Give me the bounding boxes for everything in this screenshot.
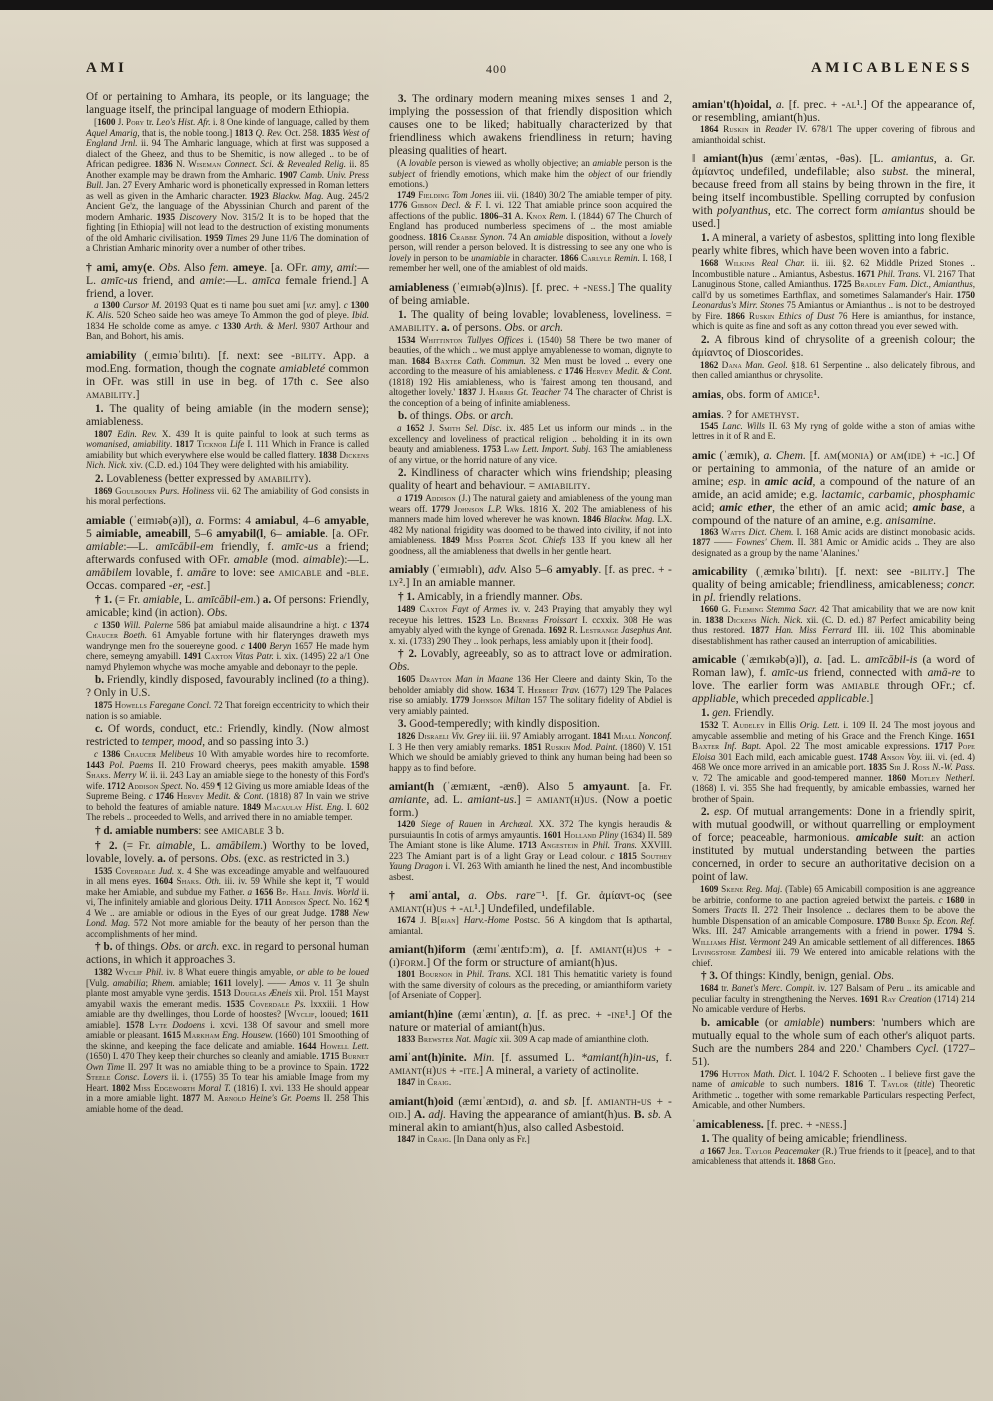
quotation-paragraph: 1864 Ruskin in Reader IV. 678/1 The upper covering of fibrous and amianthoidal schist. [692, 124, 976, 145]
quotation-paragraph: 1609 Skene Reg. Maj. (Table) 65 Amicabill composition is ane aggreance be arbitrie, conforme to ane paction agreied betwixt the parteis. c 1680 in Somers Tracts II. 272 Their Insolence .. declares them to be above the humble Dispensation of an amicable Composure. 1780 Burke Sp. Econ. Ref. Wks. III. 247 Amicable arrangements with a friend in power. 1794 S. Williams Hist. Vermont 249 An amicable settlement of all differences. 1865 Livingstone Zambesi iii. 79 We entered into amicable relations with the chief. [692, 884, 976, 968]
quotation-paragraph: 1875 Howells Faregane Concl. 72 That foreign eccentricity to which their nation is so amiable. [86, 700, 370, 721]
sense-paragraph: 2. Kindliness of character which wins friendship; pleasing quality of heart and behaviour. = amiability. [389, 467, 672, 492]
quotation-paragraph: 1749 Fielding Tom Jones iii. vii. (1840) 30/2 The amiable temper of pity. 1776 Gibbon Decl. & F. I. vi. 122 That amiable prince soon acquired the affections of the public. 1806–31 A. Knox Rem. I. (1844) 67 The Church of England has produced numberless specimens of .. the most amiable goodness. 1816 Crabbe Synon. 74 An amiable disposition, without a lovely person, will render a person beloved. It is distressing to see any one who is lovely in person to be unamiable in character. 1866 Carlyle Remin. I. 168, I remember her well, one of the amiablest of old maids. [389, 189, 673, 273]
quotation-paragraph: c 1350 Will. Palerne 586 þat amiabul maide alisaundrine a hiȝt. c 1374 Chaucer Boeth. 61 Amyable fortune with hir flaterynges draweth mys wandrynge men fro the souereyne good. c 1400 Beryn 1657 He made hym chere, semeyng amyabill. 1491 Caxton Vitas Patr. i. xix. (1495) 22 a/1 One namyd Phylemon whyche was moche amyable and debonayr to the peple. [86, 619, 370, 672]
entry-headword-paragraph: amiant(h)oid (æmɪˈæntɔɪd), a. and sb. [f. amianth-us + -oid.] A. adj. Having the appearance of amiant(h)us. B. sb. A mineral akin to amiant(h)us, also called Asbestoid. [389, 1094, 673, 1134]
entry-headword-paragraph: amias. ? for amethyst. [692, 407, 800, 421]
quotation-paragraph: 1826 Disraeli Viv. Grey iii. iii. 97 Amiably arrogant. 1841 Miall Nonconf. I. 3 He then very amiably remarks. 1851 Ruskin Mod. Paint. (1860) V. 151 Which we should be amiably grieved to think any human being had been so happy as to find before. [389, 731, 673, 773]
note-paragraph: (A lovable person is viewed as wholly objective; an amiable person is the subject of friendly emotions, which make him the object of our friendly emotions.) [389, 158, 673, 189]
entry-headword-paragraph: amiant(h)iform (æmɪˈæntɪfɔːm), a. [f. amiant(h)us + -(i)form.] Of the form or structure of amiant(h)us. [389, 943, 673, 969]
sense-paragraph: 2. Lovableness (better expressed by amability). [95, 472, 312, 485]
entry-headword-paragraph: amicability (ˌæmɪkəˈbɪlɪtɪ). [f. next: see -bility.] The quality of being amicable; friendliness, amicableness; concr. in pl. friendly relations. [692, 565, 975, 604]
entry-headword-paragraph: ‖ amiant(h)us (æmɪˈæntəs, -θəs). [L. amiantus, a. Gr. ἀμίαντος undefiled, undefilable; also subst. the mineral, because freed from all stains by being thrown in the fire, it being itself incombustible. Spelling corrupted by confusion with polyanthus, etc. The correct form amiantus should be used.] [692, 152, 975, 230]
entry-headword-paragraph: amiant(h)ine (æmɪˈæntɪn), a. [f. as prec. + -ine¹.] Of the nature or material of amiant(h)us. [389, 1007, 672, 1034]
quotation-paragraph: 1535 Coverdale Jud. x. 4 She was exceadinge amyable and welfauoured in all mens eyes. 1604 Shaks. Oth. iii. iv. 59 While she kept it, 'T would make her Amiable, and subdue my Father. a 1656 Bp. Hall Invis. World ii. vi, The infinitely amiable and glorious Deity. 1711 Addison Spect. No. 162 ¶ 4 We .. are amiable or odious in the Eyes of our great Judge. 1788 New Lond. Mag. 572 Not more amiable for the beauty of her person than the accomplishments of her mind. [86, 865, 370, 939]
entry-headword-paragraph: † ami, amy(e. Obs. Also fem. ameye. [a. OFr. amy, ami:—L. amīc-us friend, and amie:—L. amīca female friend.] A friend, a lover. [86, 260, 369, 300]
sense-paragraph: † b. of things. Obs. or arch. exc. in regard to personal human actions, in which it approaches 3. [86, 941, 369, 966]
quotation-paragraph: 1801 Bournon in Phil. Trans. XCI. 181 This hematitic variety is found with the same diversity of colours as the preceding, or amianthiform variety [of Arseniate of Copper]. [389, 969, 672, 1000]
quotation-paragraph: 1382 Wyclif Phil. iv. 8 What euere thingis amyable, or able to be loued [Vulg. amabilia; Rhem. amiable; 1611 lovely]. —— Amos v. 11 Ȝe shuln plante most amyable vyne ȝerdis. 1513 Douglas Æneis xii. Prol. 151 Mayst amyabil waxis the emerant medis. 1535 Coverdale Ps. lxxxiii. 1 How amiable are thy dwellinges, thou Lorde of hoostes? [Wyclif, looued; 1611 amiable]. 1578 Lyte Dodoens i. xcvi. 138 Of savour and smell more amiable or pleasant. 1615 Markham Eng. Housew. (1660) 101 Smoothing of the skinne, and keeping the face delicate and amiable. 1644 Howell Lett. (1650) I. 470 They keep their churches so cleanly and amiable. 1715 Burnet Own Time II. 297 It was no amiable thing to be a province to Spain. 1722 Steele Consc. Lovers ii. i. (1755) 35 To tear his amiable Image from my Heart. 1802 Miss Edgeworth Moral T. (1816) I. xvi. 133 He should appear in a more amiable light. 1877 M. Arnold Heine's Gr. Poems II. 258 This amiable home of the dead. [86, 967, 370, 1114]
quotation-paragraph: 1847 in Craig. [397, 1077, 452, 1087]
quotation-paragraph: 1796 Hutton Math. Dict. I. 104/2 F. Schooten .. I believe first gave the name of amicable to such numbers. 1816 T. Taylor (title) Theoretic Arithmetic .. together with some remarkable Particulars respecting Perfect, Amicable, and other Numbers. [692, 1068, 976, 1110]
entry-headword-paragraph: ˈamicableness. [f. prec. + -ness.] [692, 1117, 847, 1131]
quotation-paragraph: 1869 Goulbourn Purs. Holiness vii. 62 The amiability of God consists in his moral perfections. [86, 485, 369, 506]
entry-headword-paragraph: amiant(h (ˈæmɪænt, -ænθ). Also 5 amyaunt. [a. Fr. amiante, ad. L. amiant-us.] = amiant(h)us. (Now a poetic form.) [389, 780, 672, 819]
sense-paragraph: 2. esp. Of mutual arrangements: Done in a friendly spirit, with mutual goodwill, or without quarrelling or employment of force; peaceable, harmonious. amicable suit: an action instituted by mutual understanding between the parties concerned, in order to secure an authoritative decision on a point of law. [692, 806, 975, 883]
entry-headword-paragraph: amiability (ˌeɪmɪəˈbɪlɪtɪ). [f. next: see -bility. App. a mod.Eng. formation, though the cognate amiableté common in OFr. was still in use in beg. of 17th c. See also amability.] [86, 348, 369, 401]
sense-paragraph: 1. The quality of being amiable (in the modern sense); amiableness. [86, 402, 369, 428]
sense-paragraph: 3. Good-temperedly; with kindly disposition. [398, 718, 600, 730]
quotation-paragraph: 1532 T. Audeley in Ellis Orig. Lett. i. 109 II. 24 The most joyous and amycable assemblie and meting of his Grace and the French Kinge. 1651 Baxter Inf. Bapt. Apol. 22 The most amicable expressions. 1717 Pope Eloisa 301 Each mild, each amicable guest. 1748 Anson Voy. iii. vi. (ed. 4) 468 We once more arrived in an amicable port. 1835 Sir J. Ross N.-W. Pass. v. 72 The amicable and good-tempered manner. 1860 Motley Netherl. (1868) I. vi. 355 She had frequently, by amicable embassies, warned her brother of Spain. [692, 720, 975, 804]
entry-headword-paragraph: amic (ˈæmɪk), a. Chem. [f. am(monia) or am(ide) + -ic.] Of or pertaining to ammonia, of the nature of an amide or amine; esp. in amic acid, a compound of the nature of an amide, an acid amide; e.g. lactamic, carbamic, phosphamic acid; amic ether, the ether of an amic acid; amic base, a compound of the nature of an amine, e.g. anisamine. [692, 448, 976, 527]
quotation-paragraph: a 1652 J. Smith Sel. Disc. ix. 485 Let us inform our minds .. in the excellency and loveliness of practical religion .. beholding it in its own beauty and amiableness. 1753 Law Lett. Import. Subj. 163 The amiableness of any virtue, or the horrid nature of any vice. [389, 423, 672, 465]
page-number: 400 [486, 62, 507, 76]
sense-paragraph: 1. A mineral, a variety of asbestos, splitting into long flexible pearly white fibres, which have been woven into a fabric. [692, 232, 975, 257]
sense-paragraph: † 3. Of things: Kindly, benign, genial. Obs. [701, 970, 895, 982]
text-columns [0, 80, 993, 1167]
quotation-paragraph: [1600 J. Pory tr. Leo's Hist. Afr. i. 8 One kinde of language, called by them Aquel Amarig, that is, the noble toong.] 1813 Q. Rev. Oct. 258. 1835 West of England Jrnl. ii. 94 The Amharic language, which at first was supposed a dialect of the Gheez, and thus to be Shemitic, is now alleged .. to be of African pedigree. 1836 N. Wiseman Connect. Sci. & Revealed Relig. ii. 85 Another example may be drawn from the Amharic. 1907 Camb. Univ. Press Bull. Jan. 27 Every Amharic word is phonetically expressed in Roman letters as well as given in the Amharic character. 1923 Blackw. Mag. Aug. 245/2 Ancient Ge'z, the language of the Abyssinian Church and parent of the modern Amharic. 1935 Discovery Nov. 315/2 It is to be hoped that the fighting [in Ethiopia] will not lead to the destruction of existing monuments of the old Amharic civilisation. 1959 Times 29 June 11/6 The domination of a Christian Amharic minority over a number of other tribes. [86, 117, 370, 253]
quotation-paragraph: 1489 Caxton Fayt of Armes iv. v. 243 Praying that amyably they wyl receyue his lettres. 1523 Ld. Berners Froissart I. ccxxix. 308 He was amyably alyed with the kynge of Grenada. 1692 R. Lestrange Jasephus Ant. x. xi. (1733) 290 They .. look perhaps, less amiably upon it [their food]. [389, 604, 673, 646]
sense-paragraph: † 2. (= Fr. aimable, L. amābilem.) Worthy to be loved, lovable, lovely. a. of persons. Obs. (exc. as restricted in 3.) [86, 839, 370, 865]
quotation-paragraph: 1847 in Craig. [In Dana only as Fr.] [397, 1133, 530, 1144]
quotation-paragraph: 1674 J. B[rian] Harv.-Home Postsc. 56 A kingdom that Is apthartal, amiantal. [389, 915, 673, 936]
running-head [0, 60, 993, 80]
column-middle [389, 91, 672, 1167]
quotation-paragraph: a 1300 Cursor M. 20193 Quat es ti name þou suet ami [v.r. amy]. c 1300 K. Alis. 520 Scheo saide heo was ameye To Ammon the god of pleye. Ibid. 1834 He scholde come as amye. c 1330 Arth. & Merl. 9307 Arthour and Ban, and Bohort, his amis. [86, 299, 370, 341]
definition-paragraph: Of or pertaining to Amhara, its people, or its language; the language itself, the principal language of modern Ethiopia. [86, 91, 369, 116]
quotation-paragraph: a 1667 Jer. Taylor Peacemaker (R.) True friends to it [peace], and to that amicableness that attends it. 1868 Geo. [692, 1145, 976, 1166]
sense-paragraph: 2. A fibrous kind of chrysolite of a greenish colour; the ἀμίαντος of Dioscorides. [692, 333, 975, 359]
sense-paragraph: † 1. (= Fr. amiable, L. amīcābil-em.) a. Of persons: Friendly, amicable; kind (in action). Obs. [86, 593, 369, 619]
sense-paragraph: b. of things. Obs. or arch. [398, 410, 514, 422]
scan-edge-band [0, 0, 993, 10]
quotation-paragraph: c 1386 Chaucer Melibeus 10 With amyable wordes hire to recomforte. 1443 Pol. Paems II. 210 Froward cheerys, pees makith amyable. 1598 Shaks. Merry W. ii. ii. 243 Lay an amiable siege to the honesty of this Ford's wife. 1712 Addison Spect. No. 459 ¶ 12 Giving us more amiable Ideas of the Supreme Being. c 1746 Hervey Medit. & Cont. (1818) 87 In vain we strive to behold the features of amiable nature. 1849 Macaulay Hist. Eng. I. 602 The rebels .. proceeded to Wells, and arrived there in no amiable temper. [86, 749, 370, 822]
sense-paragraph: b. Friendly, kindly disposed, favourably inclined (to a thing). ? Only in U.S. [86, 674, 369, 699]
quotation-paragraph: 1807 Edin. Rev. X. 439 It is quite painful to look at such terms as womanised, amiability. 1817 Ticknor Life I. 111 Which in France is called amiability but which everywhere else would be called flattery. 1838 Dickens Nich. Nick. xiv. (C.D. ed.) 104 They were delighted with his amiability. [86, 428, 370, 470]
quotation-paragraph: 1668 Wilkins Real Char. ii. iii. §2. 62 Middle Prized Stones .. Incombustible nature .. Amiantus, Asbestus. 1671 Phil. Trans. VI. 2167 That Lanuginous Stone, called Amianthus. 1725 Bradley Fam. Dict., Amianthus, call'd by us sometimes Earthflax, and sometimes Salamander's Hair. 1750 Leonardus's Mirr. Stones 75 Amiantus or Amianthus .. is not to be destroyed by Fire. 1866 Ruskin Ethics of Dust 76 Here is amianthus, for instance, which is quite as fine and soft as any cotton thread you ever sewed with. [692, 258, 976, 331]
entry-headword-paragraph: † amiˈantal, a. Obs. rare⁻¹. [f. Gr. ἀμίαντ-ος (see amiant(h)us + -al¹.] Undefiled, undefilable. [389, 889, 672, 915]
quotation-paragraph: 1833 Brewster Nat. Magic xii. 309 A cap made of amianthine cloth. [397, 1033, 649, 1044]
quotation-paragraph: a 1719 Addison (J.) The natural gaiety and amiableness of the young man wears off. 1779 Johnson L.P. Wks. 1816 X. 202 The amiableness of his manners made him loved wherever he was known. 1846 Blackw. Mag. LX. 482 My national frigidity was doomed to be thawed into civility, if not into amiableness. 1849 Miss Porter Scot. Chiefs 133 If you knew all her goodness, all the amiableness that dwells in her gentle heart. [389, 493, 673, 556]
entry-headword-paragraph: amias, obs. form of amice¹. [692, 387, 820, 401]
sense-paragraph: 1. gen. Friendly. [701, 707, 774, 719]
quotation-paragraph: 1605 Drayton Man in Maane 136 Her Cleere and dainty Skin, To the beholder amiably did show. 1634 T. Herbert Trav. (1677) 129 The Palaces rise so amiably. 1779 Johnson Miltan 157 The solitary fidelity of Abdiel is very amiably painted. [389, 674, 673, 716]
quotation-paragraph: 1545 Lanc. Wills II. 63 My ryng of golde withe a ston of amias withe lettres in it of R and E. [692, 420, 975, 441]
entry-headword-paragraph: amiable (ˈeɪmɪəb(ə)l), a. Forms: 4 amiabul, 4–6 amyable, 5 aimiable, ameabill, 5–6 amyabil(l, 6– amiable. [a. OFr. amiable:—L. amīcābil-em friendly, f. amīc-us a friend; afterwards confused with OFr. amable (mod. aimable):—L. amābilem lovable, f. amāre to love: see amicable and -ble. Occas. compared -er, -est.] [86, 513, 370, 592]
entry-headword-paragraph: amiably (ˈeɪmɪəblɪ), adv. Also 5–6 amyably. [f. as prec. + -ly².] In an amiable manner. [389, 563, 672, 589]
quotation-paragraph: 1863 Watts Dict. Chem. I. 168 Amic acids are distinct monobasic acids. 1877 —— Fownes' Chem. II. 381 Amic or Amidic acids .. They are also designated as a group by the name 'Alanines.' [692, 526, 975, 558]
header-left-catchword: AMI [86, 60, 128, 76]
quotation-paragraph: 1862 Dana Man. Geol. §18. 61 Serpentine .. also delicately fibrous, and then called amianthus or chrysolite. [692, 359, 976, 380]
sense-paragraph: † 1. Amicably, in a friendly manner. Obs. [398, 591, 583, 603]
column-right [692, 91, 975, 1167]
entry-headword-paragraph: amicable (ˈæmɪkəb(ə)l), a. [ad. L. amīcābil-is (a word of Roman law), f. amīc-us friend, connected with amā-re to love. The earlier form was amiable through OFr.; cf. appliable, which preceded applicable.] [692, 653, 975, 705]
entry-headword-paragraph: amiableness (ˈeɪmɪəb(ə)lnɪs). [f. prec. + -ness.] The quality of being amiable. [389, 280, 672, 307]
entry-headword-paragraph: amian't(h)oidal, a. [f. prec. + -al¹.] Of the appearance of, or resembling, amiant(h)us. [692, 98, 975, 124]
sense-paragraph: † 2. Lovably, agreeably, so as to attract love or admiration. Obs. [389, 648, 672, 673]
sense-paragraph: b. amicable (or amiable) numbers: 'numbers which are mutually equal to the whole sum of each other's aliquot parts. Such are the numbers 284 and 220.' Chambers Cycl. (1727–51). [692, 1016, 975, 1068]
quotation-paragraph: 1420 Siege of Rauen in Archæal. XX. 372 The kyngis heraudis & pursuiauntis In cotis of armys amyauntis. 1601 Holland Pliny (1634) II. 589 The Amiant stone is like Alume. 1713 Angestein in Phil. Trans. XXVIII. 223 The Amiant part is of a light Gray or Lead colour. c 1815 Southey Yaung Dragon i. VI. 263 With amianth he lined the nest, And incombustible asbest. [389, 819, 672, 882]
quotation-paragraph: 1660 G. Fleming Stemma Sacr. 42 That amicability that we are now knit in. 1838 Dickens Nich. Nick. xii. (C. D. ed.) 87 Perfect amicability being thus restored. 1877 Han. Miss Ferrard III. iii. 102 This abominable disestablishment has rather caused an interruption of amicabilities. [692, 604, 975, 646]
column-left [86, 91, 369, 1167]
sense-paragraph: 1. The quality of being lovable; lovableness, loveliness. = amability. a. of persons. Obs. or arch. [389, 308, 672, 334]
sense-paragraph: 1. The quality of being amicable; friendliness. [701, 1132, 908, 1145]
quotation-paragraph: 1534 Whittinton Tullyes Offices i. (1540) 58 There be two maner of beauties, of the which .. we must applye amyablenesse to woman, dignyte to man. 1684 Baxter Cath. Commun. 32 Men must be loved .. every one according to the measure of his amiableness. c 1746 Hervey Medit. & Cont. (1818) 192 His amiableness, who is 'fairest among ten thousand, and altogether lovely.' 1837 J. Harris Gt. Teacher 74 The character of Christ is the conception of a being of infinite amiableness. [389, 334, 673, 408]
sense-paragraph: † d. amiable numbers: see amicable 3 b. [95, 824, 285, 837]
sense-paragraph: c. Of words, conduct, etc.: Friendly, kindly. (Now almost restricted to temper, mood, and so passing into 3.) [86, 723, 369, 748]
quotation-paragraph: 1684 tr. Banet's Merc. Compit. iv. 127 Balsam of Peru .. its amicable and peculiar faculty in strengthening the Nerves. 1691 Ray Creation (1714) 214 No amicable verdure of Herbs. [692, 983, 976, 1014]
sense-paragraph: 3. The ordinary modern meaning mixes senses 1 and 2, implying the possession of that friendly disposition which causes one to be liked; habitually characterized by that friendliness which awakens friendliness in return; having pleasing qualities of heart. [389, 93, 672, 157]
entry-headword-paragraph: amiˈant(h)inite. Min. [f. assumed L. *amiant(h)in-us, f. amiant(h)us + -ite.] A mineral, a variety of actinolite. [389, 1051, 672, 1077]
header-right-catchword: AMICABLENESS [810, 60, 973, 76]
